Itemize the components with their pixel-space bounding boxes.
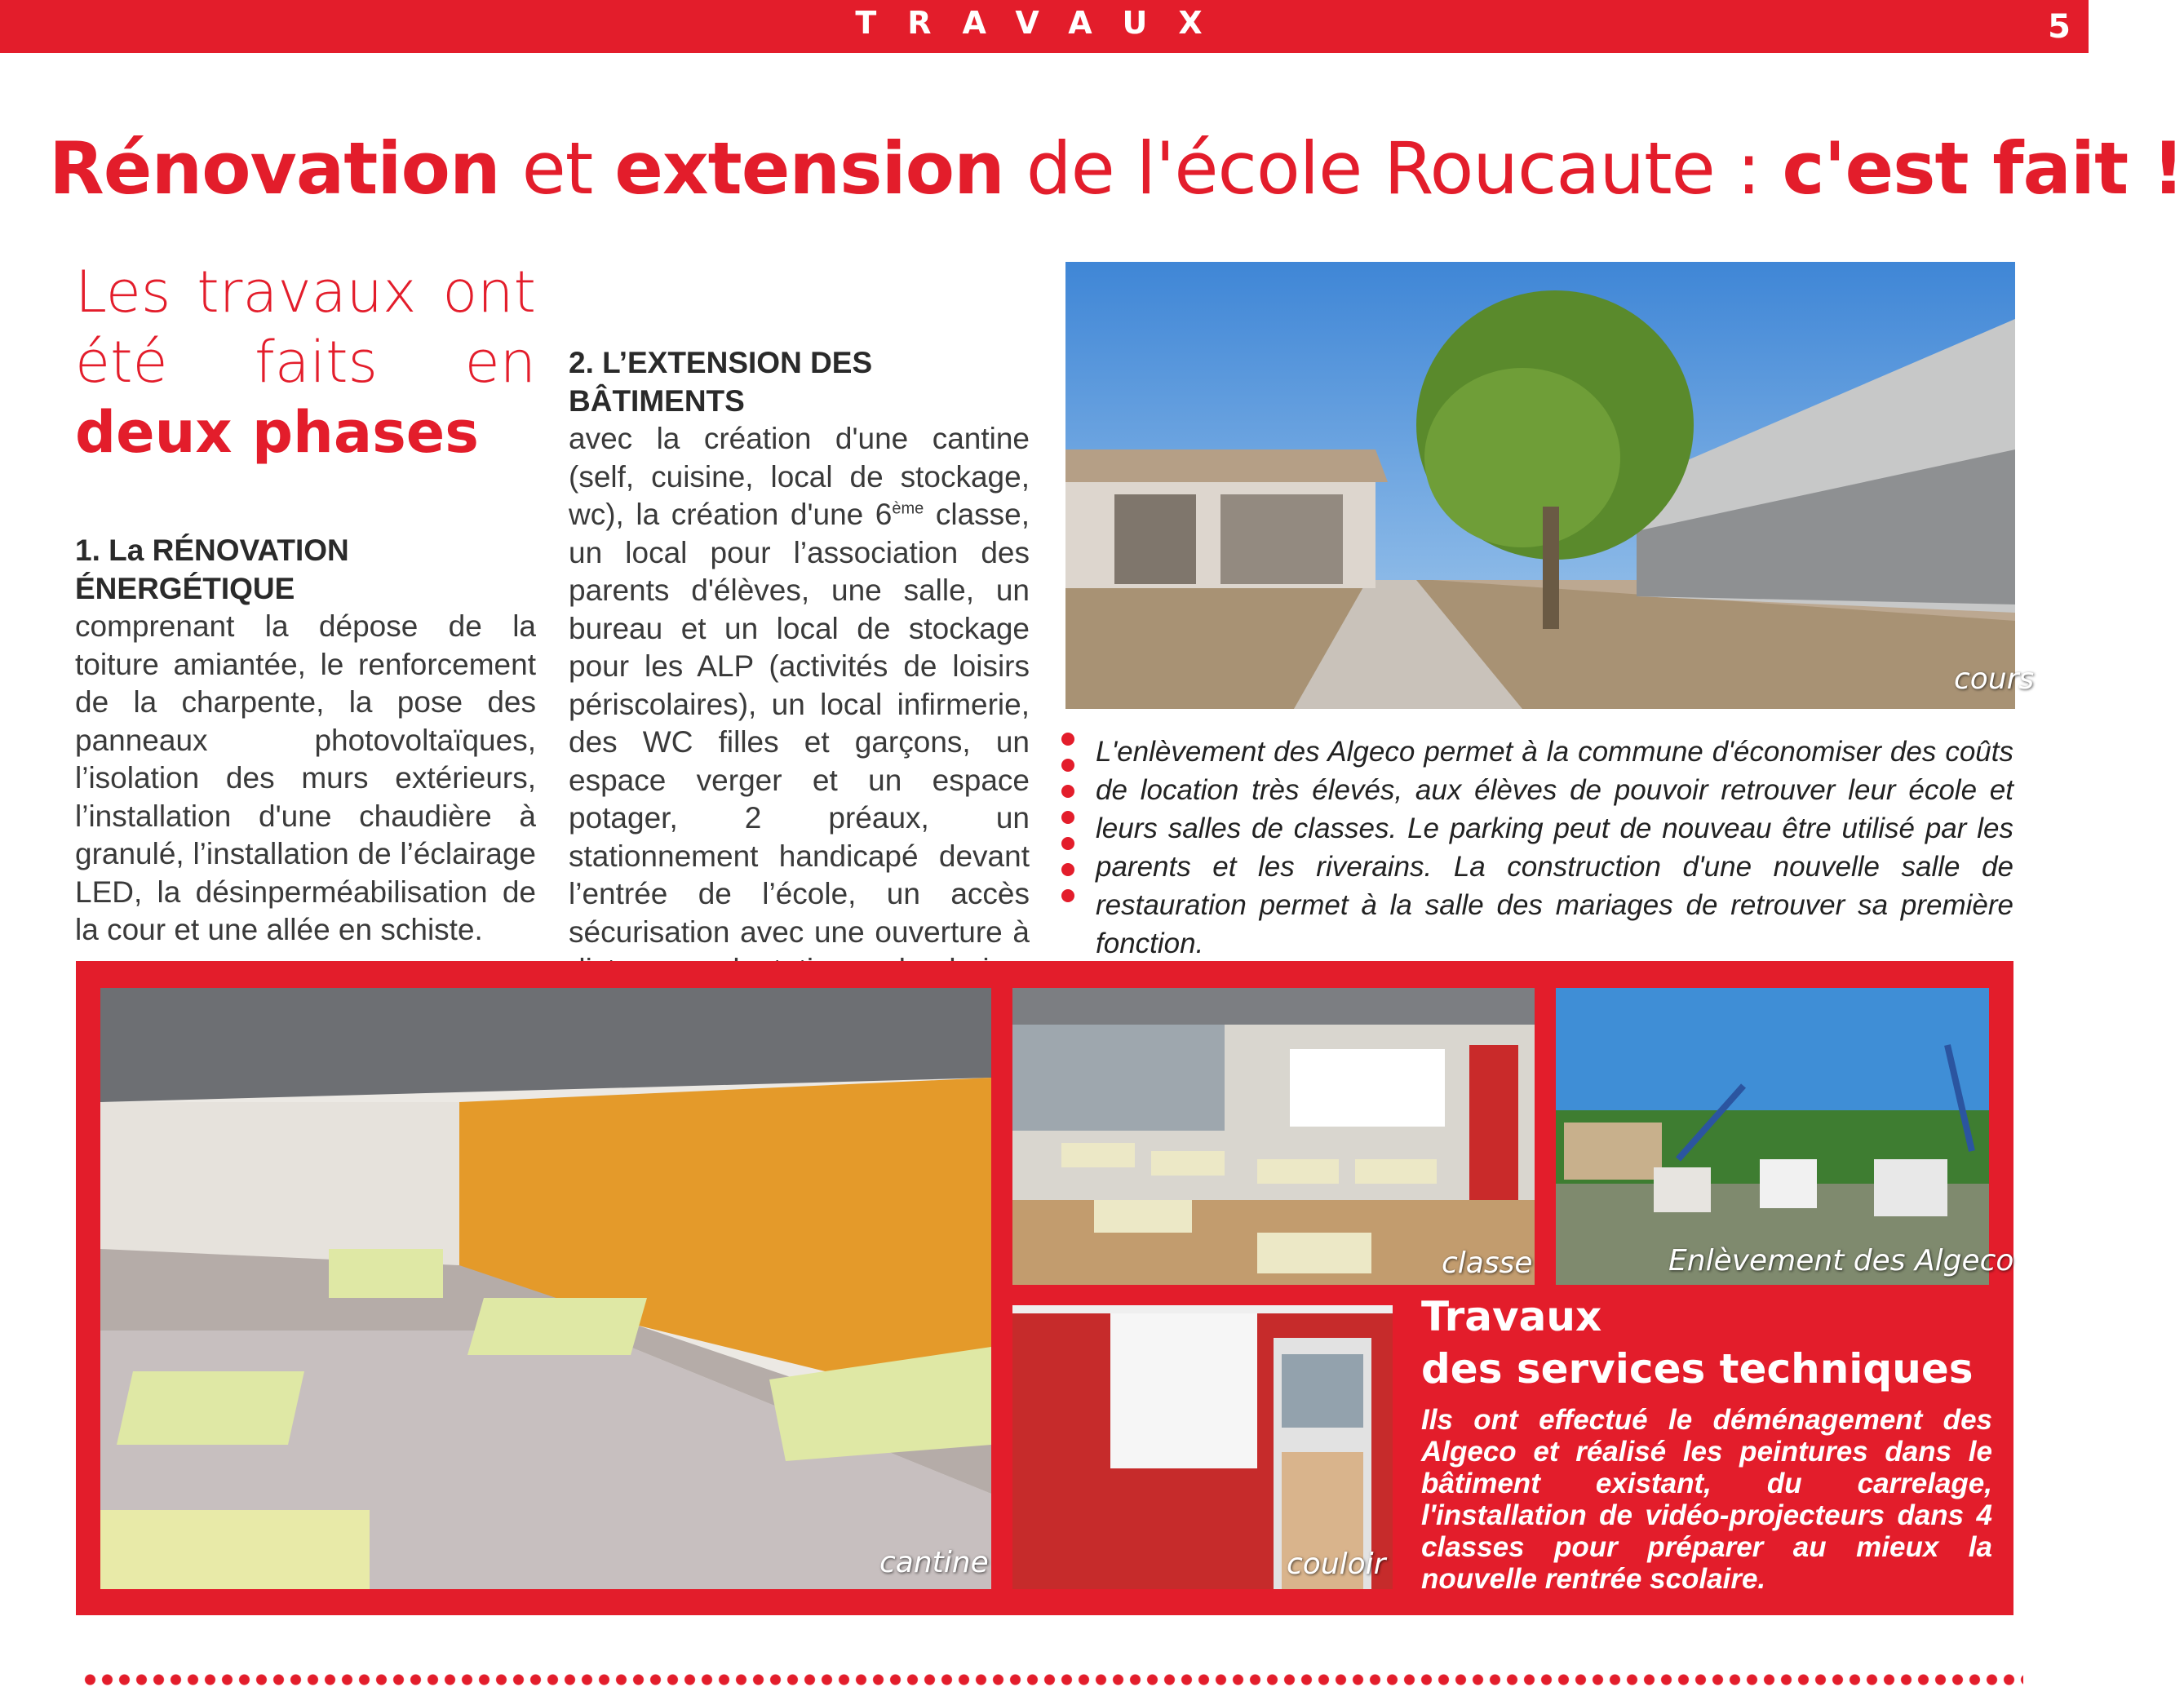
algeco-image	[1556, 988, 1989, 1285]
phase2-block	[569, 344, 1030, 1027]
page-title	[49, 126, 2184, 210]
title-school: de l'école Roucaute :	[1003, 126, 1783, 210]
services-title-line2: des services techniques	[1421, 1345, 1974, 1393]
cours-image	[1065, 262, 2015, 709]
intro-bold: deux phases	[75, 399, 479, 466]
bullet-dots	[1061, 733, 1078, 915]
bullet-dot	[1061, 863, 1074, 876]
intro-heading	[75, 257, 536, 467]
bullet-dot	[1061, 759, 1074, 772]
photo-cantine	[100, 988, 991, 1589]
page-number: 5	[2048, 8, 2071, 46]
photo-classe	[1012, 988, 1535, 1285]
services-title	[1421, 1291, 2017, 1395]
caption-couloir: couloir	[1287, 1548, 1386, 1581]
bottom-dotted-rule	[82, 1674, 2023, 1685]
phase2-body-b: classe, un local pour l’association des parents d'élèves, une salle, un bureau et un local de stockage pour les ALP (activités de loisirs périscolaires), un local infirmerie, des WC filles et garçons, un espace verger et un espace potager, 2 préaux, un stationnement handicapé devant l’entrée de l’école, un accès sécurisation avec une ouverture à	[569, 498, 1030, 949]
couloir-image	[1012, 1305, 1393, 1589]
phase2-body	[569, 420, 1030, 1027]
phase1-block	[75, 532, 536, 950]
bullet-dot	[1061, 785, 1074, 798]
caption-classe: classe	[1442, 1247, 1533, 1280]
cantine-image	[100, 988, 991, 1589]
bullet-dot	[1061, 811, 1074, 824]
phase1-body: comprenant la dépose de la toiture amiantée, le renforcement de la charpente, la pose des panneaux photovoltaïques, l’isolation des murs extérieurs, l’installation d'une chaudière à granulé, l’installation de l’éclairage LED, la désinperméabilisation de la cour et une allée en schiste.	[75, 609, 536, 946]
caption-cours: cours	[1954, 662, 2035, 696]
title-done: c'est fait !	[1782, 126, 2184, 210]
title-et: et	[499, 126, 615, 210]
bullet-dot	[1061, 837, 1074, 850]
title-renovation: Rénovation	[49, 126, 500, 210]
algeco-paragraph: L'enlèvement des Algeco permet à la commune d'économiser des coûts de location très élevés, aux élèves de pouvoir retrouver leur école et leurs salles de classes. Le parking peut de nouveau être utilisé par les parents et les riverains. La construction d'une nouvelle salle de restauration permet à la salle des mariages de retrouver sa première fonction.	[1096, 736, 2013, 959]
bullet-dot	[1061, 889, 1074, 902]
caption-cantine: cantine	[879, 1546, 989, 1579]
services-title-line1: Travaux	[1421, 1293, 1602, 1340]
photo-couloir	[1012, 1305, 1393, 1589]
phase1-heading: 1. La RÉNOVATION ÉNERGÉTIQUE	[75, 534, 349, 605]
photo-cours	[1065, 262, 2015, 709]
services-text: Ils ont effectué le déménagement des Algeco et réalisé les peintures dans le bâtiment existant, du carrelage, l'installation de vidéo-projecteurs dans 4 classes pour préparer au mieux la nouvelle rentrée scolaire.	[1421, 1404, 1992, 1595]
photo-algeco	[1556, 988, 1989, 1285]
intro-text: Les travaux ont été faits en	[75, 259, 536, 396]
caption-algeco: Enlèvement des Algeco	[1668, 1244, 2014, 1278]
phase2-body-a: avec la création d'une cantine (self, cuisine, local de stockage, wc), la création d'une 6	[569, 422, 1030, 531]
bullet-dot	[1061, 733, 1074, 746]
phase2-heading: 2. L’EXTENSION DES BÂTIMENTS	[569, 346, 873, 418]
phase2-sup: ème	[892, 499, 924, 518]
section-title: TRAVAUX	[855, 5, 1234, 41]
classe-image	[1012, 988, 1535, 1285]
title-extension: extension	[614, 126, 1004, 210]
